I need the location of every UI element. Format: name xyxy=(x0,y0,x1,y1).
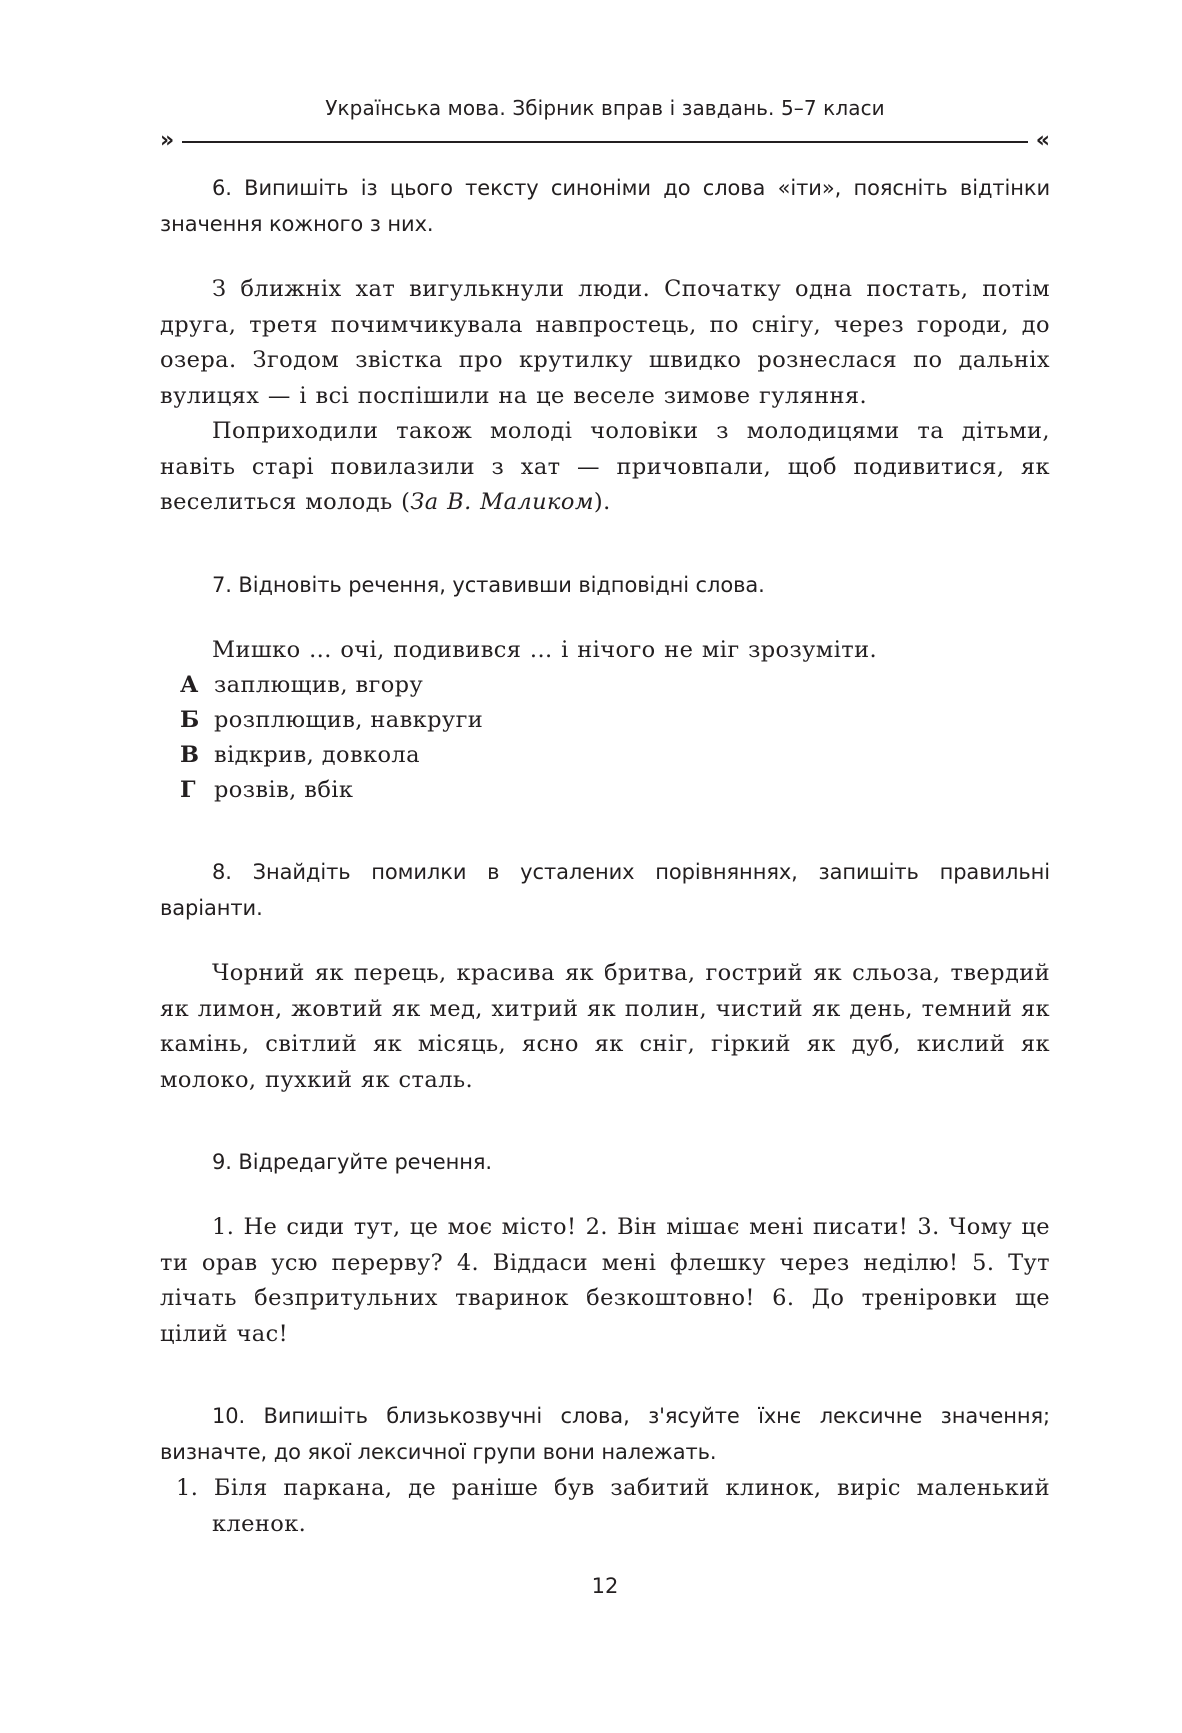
task-6-prompt: 6. Випишіть із цього тексту синоніми до слова «іти», поясніть відтінки значення кожного з них. xyxy=(160,176,1050,236)
page-number: 12 xyxy=(591,1574,619,1598)
right-guillemet: « xyxy=(1035,128,1050,153)
task-9-text: 1. Не сиди тут, це моє місто! 2. Він мішає мені писати! 3. Чому це ти орав усю перерву? 4. Віддаси мені флешку через неділю! 5. Тут лічать безпритульних тваринок безкоштовно! 6. До тренірoвки ще цілий час! xyxy=(160,1214,1050,1347)
task-10-item-1: 1. Біля паркана, де раніше був забитий клинок, виріс маленький кленок. xyxy=(176,1475,1050,1537)
task-6-paragraph-1: З ближніх хат вигулькнули люди. Спочатку одна постать, потім друга, третя почимчикувала навпростець, по снігу, через городи, до озера. Згодом звістка про крутилку швидко рознеслася по дальніх вулицях — і всі поспішили на це веселе зимове гуляння. xyxy=(160,276,1050,409)
option-b xyxy=(160,703,1050,738)
left-guillemet: » xyxy=(160,128,175,153)
header-rule xyxy=(160,128,1050,153)
option-letter: В xyxy=(180,742,200,768)
header-line xyxy=(182,141,1028,143)
page-content xyxy=(160,170,1050,1542)
option-c xyxy=(160,738,1050,773)
paragraph-2-body: Поприходили також молоді чоловіки з молодицями та дітьми, навіть старі повилазили з хат — причовпали, щоб подивитися, як веселиться молодь ( xyxy=(160,418,1050,515)
task-7-prompt: 7. Відновіть речення, уставивши відповідні слова. xyxy=(212,572,765,597)
paragraph-2-end: ). xyxy=(593,489,611,515)
task-8-text: Чорний як перець, красива як бритва, гострий як сльоза, твердий як лимон, жовтий як мед, хитрий як полин, чистий як день, темний як камінь, світлий як місяць, ясно як сніг, гіркий як дуб, кислий як молоко, пухкий як сталь. xyxy=(160,960,1050,1093)
task-10-prompt: 10. Випишіть близькозвучні слова, з'ясуйте їхнє лексичне значення; визначте, до якої лексичної групи вони належать. xyxy=(160,1404,1050,1464)
option-text: відкрив, довкола xyxy=(214,742,420,768)
option-d xyxy=(160,773,1050,808)
option-letter: А xyxy=(180,672,199,698)
source-attribution: За В. Маликом xyxy=(410,489,594,515)
task-7-sentence: Мишко ... очі, подивився ... і нічого не міг зрозуміти. xyxy=(212,636,878,663)
task-6-paragraph-2 xyxy=(160,414,1050,521)
option-text: розплющив, навкруги xyxy=(214,707,484,733)
option-letter: Б xyxy=(180,707,200,733)
option-text: заплющив, вгору xyxy=(214,672,424,698)
option-letter: Г xyxy=(180,777,196,803)
option-text: розвів, вбік xyxy=(214,777,354,803)
option-a xyxy=(160,668,1050,703)
task-9-prompt: 9. Відредагуйте речення. xyxy=(212,1150,492,1174)
task-8-prompt: 8. Знайдіть помилки в усталених порівняннях, запишіть правильні варіанти. xyxy=(160,860,1050,920)
running-header: Українська мова. Збірник вправ і завдань. 5–7 класи xyxy=(325,96,885,120)
